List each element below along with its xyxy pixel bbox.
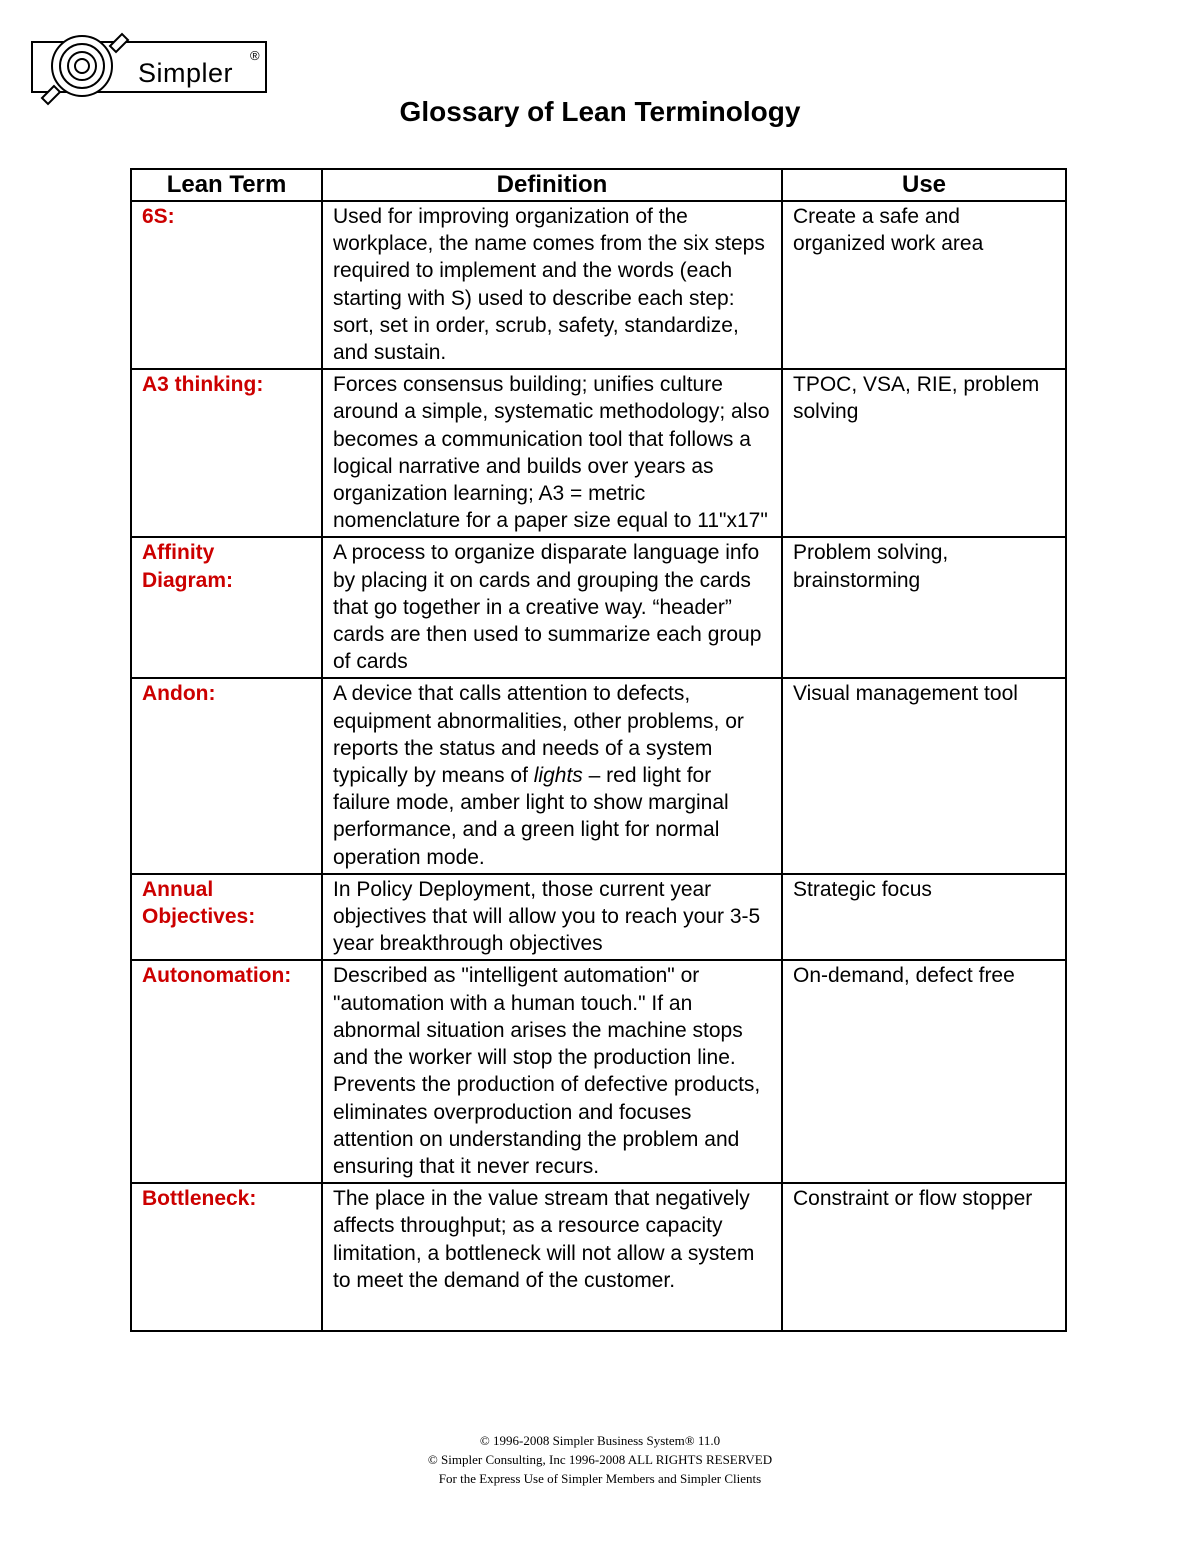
use-cell: On-demand, defect free	[782, 960, 1066, 1183]
definition-text: – red light for failure mode, amber light to show marginal performance, and a green light for normal operation mode.	[333, 764, 729, 869]
column-header-use: Use	[782, 169, 1066, 201]
use-cell: Problem solving, brainstorming	[782, 537, 1066, 678]
table-row	[131, 874, 1066, 961]
use-cell: Create a safe and organized work area	[782, 201, 1066, 369]
definition-cell: Described as "intelligent automation" or "automation with a human touch." If an abnormal situation arises the machine stops and the worker will stop the production line. Prevents the production of defective products, eliminates overproduction and focuses attention on understanding the problem and ensuring that it never recurs.	[322, 960, 782, 1183]
footer-line: For the Express Use of Simpler Members and Simpler Clients	[438, 1471, 762, 1486]
use-cell: Strategic focus	[782, 874, 1066, 961]
term-cell: Bottleneck:	[131, 1183, 322, 1331]
table-row	[131, 1183, 1066, 1331]
footer-line: © Simpler Consulting, Inc 1996-2008 ALL RIGHTS RESERVED	[427, 1452, 773, 1467]
term-cell: A3 thinking:	[131, 369, 322, 537]
column-header-lean-term: Lean Term	[131, 169, 322, 201]
term-cell: 6S:	[131, 201, 322, 369]
table-row	[131, 537, 1066, 678]
table-row	[131, 960, 1066, 1183]
table-row	[131, 201, 1066, 369]
copyright-footer	[0, 1431, 1200, 1488]
use-cell: Visual management tool	[782, 678, 1066, 873]
footer-line: © 1996-2008 Simpler Business System® 11.0	[479, 1433, 721, 1448]
use-cell: TPOC, VSA, RIE, problem solving	[782, 369, 1066, 537]
definition-cell: Forces consensus building; unifies culture around a simple, systematic methodology; also becomes a communication tool that follows a logical narrative and builds over years as organization learning; A3 = metric nomenclature for a paper size equal to 11"x17"	[322, 369, 782, 537]
term-cell: Autonomation:	[131, 960, 322, 1183]
term-cell: Affinity Diagram:	[131, 537, 322, 678]
definition-cell: The place in the value stream that negatively affects throughput; as a resource capacity limitation, a bottleneck will not allow a system to meet the demand of the customer.	[322, 1183, 782, 1331]
table-header-row	[131, 169, 1066, 201]
definition-cell: In Policy Deployment, those current year objectives that will allow you to reach your 3-5 year breakthrough objectives	[322, 874, 782, 961]
table-row	[131, 678, 1066, 873]
logo-registered-mark: ®	[250, 48, 260, 63]
term-cell: Annual Objectives:	[131, 874, 322, 961]
definition-emphasis: lights	[533, 764, 583, 788]
page-title: Glossary of Lean Terminology	[399, 96, 801, 127]
column-header-definition: Definition	[322, 169, 782, 201]
definition-text: A device that calls attention to defects, equipment abnormalities, other problems, or reports the status and needs of a system typically by means of	[333, 682, 744, 788]
term-cell: Andon:	[131, 678, 322, 873]
use-cell: Constraint or flow stopper	[782, 1183, 1066, 1331]
definition-cell	[322, 678, 782, 873]
glossary-table	[130, 168, 1067, 1332]
logo-text: Simpler	[138, 58, 234, 88]
definition-cell: A process to organize disparate language info by placing it on cards and grouping the cards that go together in a creative way. “header” cards are then used to summarize each group of cards	[322, 537, 782, 678]
definition-cell: Used for improving organization of the workplace, the name comes from the six steps required to implement and the words (each starting with S) used to describe each step: sort, set in order, scrub, safety, standardize, and sustain.	[322, 201, 782, 369]
table-row	[131, 369, 1066, 537]
